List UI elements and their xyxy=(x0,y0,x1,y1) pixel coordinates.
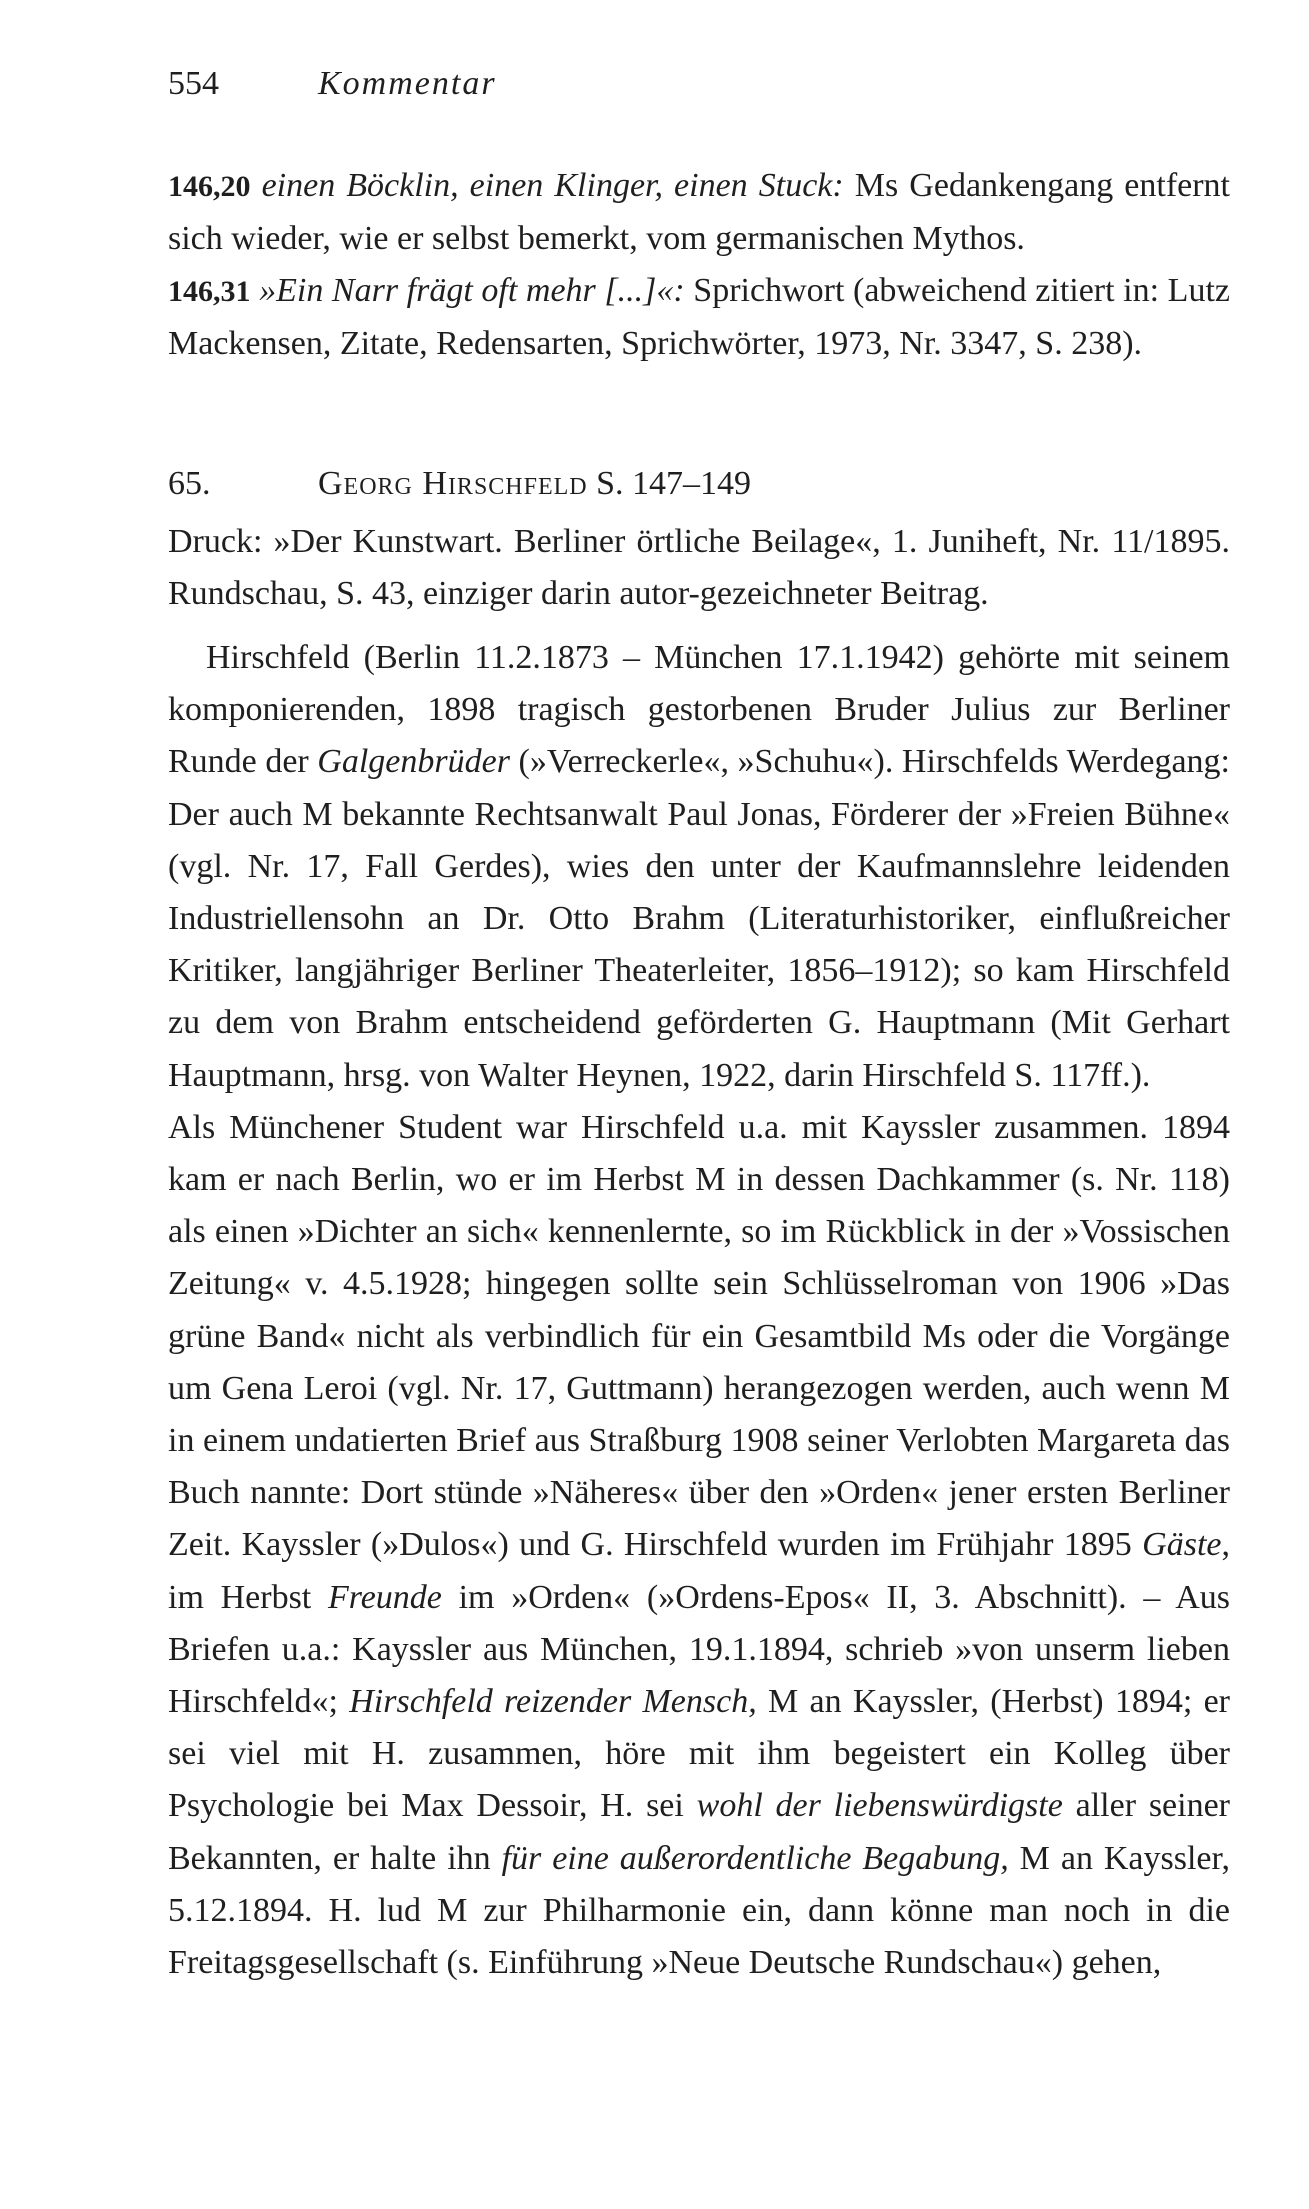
italic-run: Gäste xyxy=(1142,1526,1222,1564)
entry-text: Sprichwort (abweichend zitiert in: Lutz Mackensen, Zitate, Redensarten, Sprichwörter, 1973, Nr. 3347, S. 238). xyxy=(168,272,1230,362)
entry-146-20 xyxy=(168,160,1230,265)
page-number: 554 xyxy=(168,65,219,102)
text-run: aller seiner Bekannten, er halte ihn xyxy=(168,1787,1230,1877)
entry-lemma: einen Böcklin, einen Klinger, einen Stuck: xyxy=(261,167,844,204)
entry-ref: 146,31 xyxy=(168,275,251,308)
running-head xyxy=(168,60,497,108)
italic-run: für eine außerordentliche Begabung, xyxy=(501,1839,1009,1877)
entry-ref: 146,20 xyxy=(168,170,251,203)
italic-run: Freunde xyxy=(327,1578,442,1616)
italic-run: Galgenbrüder xyxy=(317,743,510,781)
text-run: M an Kayssler, (Herbst) 1894; er sei viel mit H. zusammen, höre mit ihm begeistert ein Kolleg über Psychologie bei Max Dessoir, H. sei xyxy=(168,1683,1230,1825)
commentary-entries xyxy=(168,160,1230,370)
entry-text: Ms Gedankengang entfernt sich wieder, wie er selbst bemerkt, vom germanischen Mythos. xyxy=(168,167,1230,257)
entry-paragraph xyxy=(168,160,1230,265)
running-title: Kommentar xyxy=(318,65,497,102)
print-source: Druck: »Der Kunstwart. Berliner örtliche Beilage«, 1. Juniheft, Nr. 11/1895. Rundschau, S. 43, einziger darin autor-gezeichneter Beitrag. xyxy=(168,523,1230,612)
text-run: (»Verreckerle«, »Schuhu«). Hirschfelds Werdegang: Der auch M bekannte Rechtsanwalt Paul Jonas, Förderer der »Freien Bühne« (vgl. Nr. 17, Fall Gerdes), wies den unter der Kaufmannslehre leidenden Industriellensohn an Dr. Otto Brahm (Literaturhistoriker, einflußreicher Kritiker, langjähriger Berliner Theaterleiter, 1856–1912); so kam Hirschfeld zu dem von Brahm entscheidend geförderten G. Hauptmann (Mit Gerhart Hauptmann, hrsg. von Walter Heynen, 1922, darin Hirschfeld S. 117ff.). xyxy=(168,743,1230,1094)
entry-146-31 xyxy=(168,265,1230,370)
text-run: Hirschfeld (Berlin 11.2.1873 – München 17.1.1942) gehörte mit seinem komponierenden, 1898 tragisch gestorbenen Bruder Julius zur Berliner Runde der xyxy=(168,639,1230,781)
commentary-body xyxy=(168,632,1230,1989)
entry-lemma: »Ein Narr frägt oft mehr [...]«: xyxy=(259,272,685,309)
body-paragraph-1 xyxy=(168,632,1230,1102)
italic-run: wohl der liebenswürdigste xyxy=(696,1787,1063,1825)
italic-run: Hirschfeld reizender Mensch, xyxy=(349,1683,757,1721)
section-title: Georg Hirschfeld xyxy=(318,465,588,502)
section-pages: S. 147–149 xyxy=(587,465,752,502)
text-run: M an Kayssler, 5.12.1894. H. lud M zur Philharmonie ein, dann könne man noch in die Freitagsgesellschaft (s. Einführung »Neue Deutsche Rundschau«) gehen, xyxy=(168,1839,1230,1982)
text-run: im »Orden« (»Ordens-Epos« II, 3. Abschnitt). – Aus Briefen u.a.: Kayssler aus München, 19.1.1894, schrieb »von unserm lieben Hirschfeld«; xyxy=(168,1578,1230,1721)
section-heading xyxy=(168,458,751,510)
entry-paragraph xyxy=(168,265,1230,370)
text-run: Als Münchener Student war Hirschfeld u.a. mit Kayssler zusammen. 1894 kam er nach Berlin, wo er im Herbst M in dessen Dachkammer (s. Nr. 118) als einen »Dichter an sich« kennenlernte, so im Rückblick in der »Vossischen Zeitung« v. 4.5.1928; hingegen sollte sein Schlüsselroman von 1906 »Das grüne Band« nicht als verbindlich für ein Gesamtbild Ms oder die Vorgänge um Gena Leroi (vgl. Nr. 17, Guttmann) herangezogen werden, auch wenn M in einem undatierten Brief aus Straßburg 1908 seiner Verlobten Margareta das Buch nannte: Dort stünde »Näheres« über den »Orden« jener ersten Berliner Zeit. Kayssler (»Dulos«) und G. Hirschfeld wurden im Frühjahr 1895 xyxy=(168,1108,1230,1564)
body-paragraph-2 xyxy=(168,1102,1230,1989)
section-number: 65. xyxy=(168,465,211,502)
text-run: , im Herbst xyxy=(168,1526,1230,1616)
